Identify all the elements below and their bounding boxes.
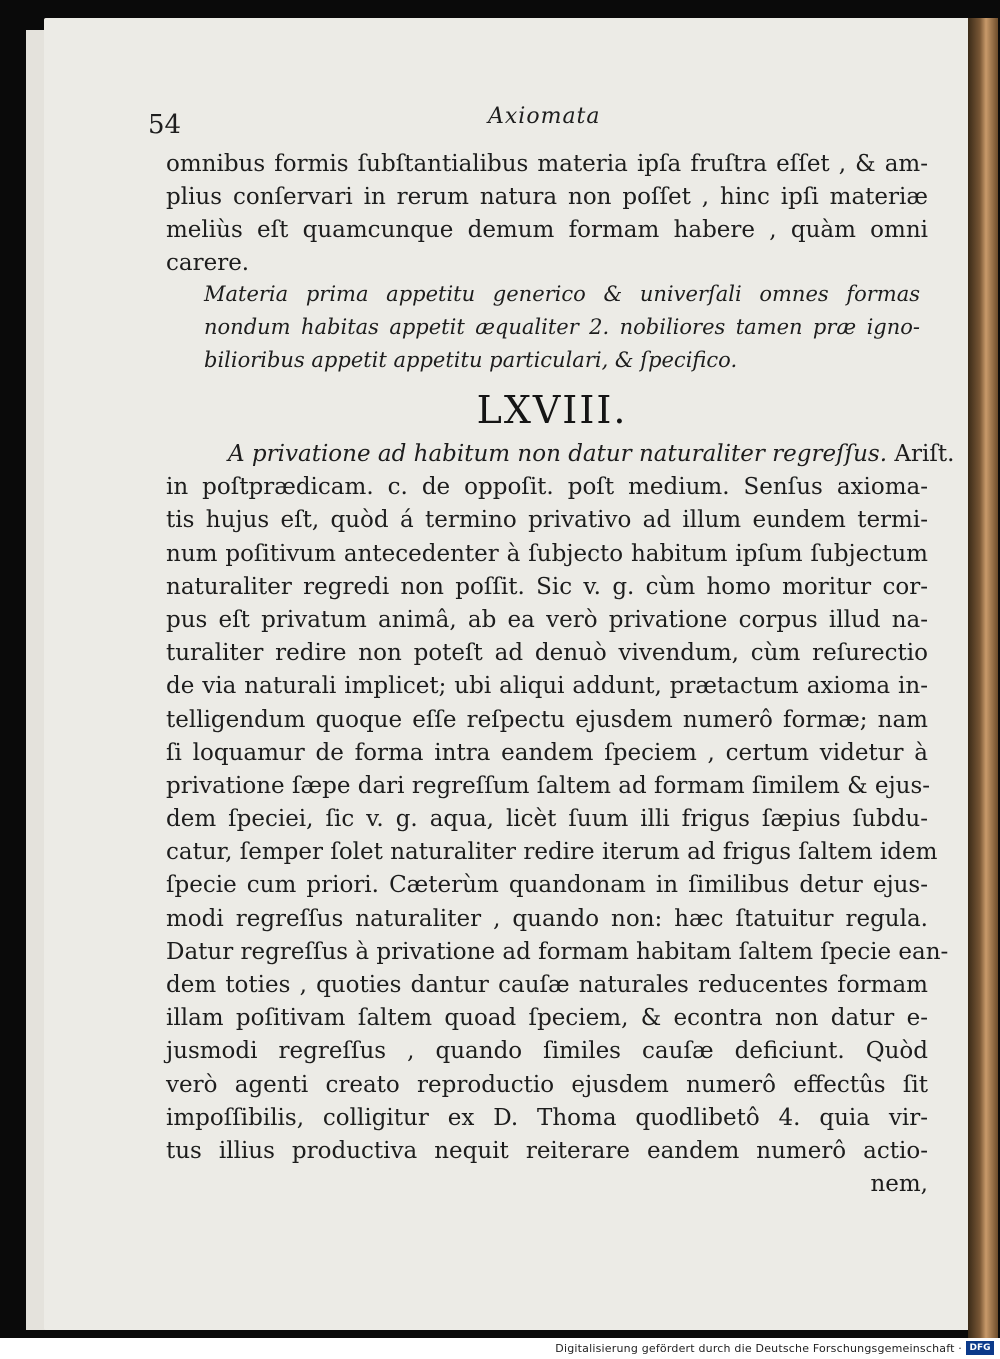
text-line: de via naturali implicet; ubi aliqui addunt, prætactum axioma in- <box>166 673 928 700</box>
text-line: dem toties , quoties dantur cauſæ naturales reducentes formam <box>166 972 928 998</box>
text-line: dem ſpeciei, ſic v. g. aqua, licèt ſuum illi frigus ſæpius ſubdu- <box>166 806 928 833</box>
page-header <box>148 104 928 138</box>
text-line: pus eſt privatum animâ, ab ea verò privatione corpus illud na- <box>166 606 928 633</box>
paragraph-2 <box>166 438 955 1201</box>
text-line: catur, ſemper ſolet naturaliter redire iterum ad frigus ſaltem idem <box>166 839 938 866</box>
text-line: in poſtprædicam. c. de oppoſit. poſt medium. Senſus axioma- <box>166 474 928 501</box>
dfg-logo: DFG <box>966 1341 994 1355</box>
text-line: tus illius productiva nequit reiterare eandem numerô actio- <box>166 1137 928 1164</box>
text-line: impoſſibilis, colligitur ex D. Thoma quodlibetô 4. quia vir- <box>166 1104 928 1131</box>
text-line: privatione ſæpe dari regreſſum ſaltem ad formam ſimilem & ejus- <box>166 772 931 799</box>
text-line: verò agenti creato reproductio ejusdem numerô effectûs ſit <box>166 1071 928 1098</box>
catchword: nem, <box>870 1171 928 1198</box>
text-line: illam poſitivam ſaltem quoad ſpeciem, & econtra non datur e- <box>166 1005 928 1032</box>
lead-line <box>166 438 955 471</box>
lead-italic: A privatione ad habitum non datur naturaliter regreſſus. <box>228 441 888 467</box>
quote-line: nondum habitas appetit æqualiter 2. nobiliores tamen præ igno- <box>204 315 920 339</box>
binding-strip <box>968 18 998 1338</box>
text-line: modi regreſſus naturaliter , quando non: hæc ſtatuitur regula. <box>166 905 928 932</box>
italic-quote <box>204 278 920 377</box>
quote-line: bilioribus appetit appetitu particulari, & ſpecifico. <box>204 348 738 372</box>
text-line: carere. <box>166 250 250 276</box>
text-line: ſi loquamur de forma intra eandem ſpeciem , certum videtur à <box>166 739 928 766</box>
text-line: jusmodi regreſſus , quando ſimiles cauſæ deficiunt. Quòd <box>166 1038 928 1065</box>
page-number: 54 <box>148 110 182 140</box>
footer-credit: Digitalisierung gefördert durch die Deutsche Forschungsgemeinschaft · <box>555 1342 962 1355</box>
text-line: ſpecie cum priori. Cæterùm quandonam in ſimilibus detur ejus- <box>166 872 928 899</box>
text-line: omnibus formis ſubſtantialibus materia ipſa fruſtra eſſet , & am- <box>166 151 928 177</box>
section-heading: LXVIII. <box>476 388 628 432</box>
text-line: telligendum quoque eſſe reſpectu ejusdem numerô formæ; nam <box>166 706 928 733</box>
footer-bar <box>0 1338 1000 1359</box>
text-line: tis hujus eſt, quòd á termino privativo ad illum eundem termi- <box>166 507 928 534</box>
running-head: Axiomata <box>488 104 601 129</box>
paragraph-1 <box>166 148 928 280</box>
text-line: naturaliter regredi non poſſit. Sic v. g. cùm homo moritur cor- <box>166 573 928 600</box>
lead-rest: Ariſt. <box>887 441 955 467</box>
quote-line: Materia prima appetitu generico & univerſali omnes formas <box>204 282 920 306</box>
text-line: plius conſervari in rerum natura non poſſet , hinc ipſi materiæ <box>166 184 928 210</box>
text-line: turaliter redire non poteſt ad denuò vivendum, cùm reſurectio <box>166 640 928 667</box>
text-line: meliùs eſt quamcunque demum formam habere , quàm omni <box>166 217 928 243</box>
text-line: Datur regreſſus à privatione ad formam habitam ſaltem ſpecie ean- <box>166 938 949 965</box>
text-line: num poſitivum antecedenter à ſubjecto habitum ipſum ſubjectum <box>166 540 928 567</box>
